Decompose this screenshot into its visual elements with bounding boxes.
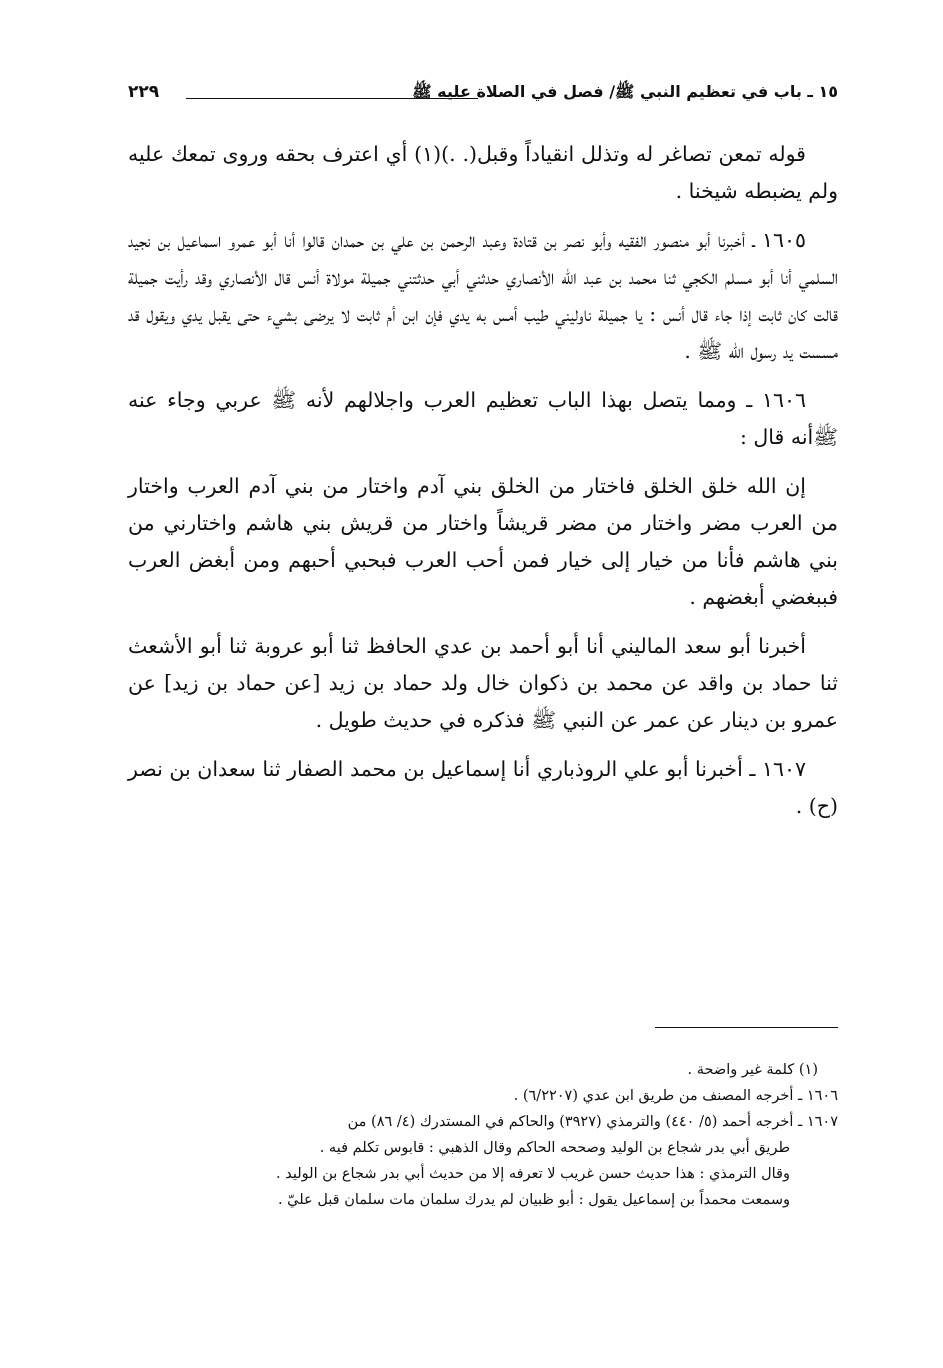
footnote-1606: ١٦٠٦ ـ أخرجه المصنف من طريق ابن عدي (٦/٢٢٠٧) . <box>513 1088 838 1104</box>
footnote-1607-line-2: طريق أبي بدر شجاع بن الوليد وصححه الحاكم وقال الذهبي : قابوس تكلم فيه . <box>319 1140 790 1156</box>
chapter-title: ١٥ ـ باب في تعظيم النبي ﷺ/ فصل في الصلاة عليه ﷺ <box>412 82 838 101</box>
header-rule <box>186 98 478 99</box>
footnotes <box>128 1057 838 1213</box>
footnote-1607-line-4: وسمعت محمداً بن إسماعيل يقول : أبو ظبيان لم يدرك سلمان مات سلمان قبل عليّ . <box>277 1192 790 1208</box>
footnote-separator <box>655 1027 838 1028</box>
running-header <box>128 78 838 112</box>
hadith-1605: ١٦٠٥ ـ أخبرنا أبو منصور الفقيه وأبو نصر بن قتادة وعبد الرحمن بن علي بن حمدان قالوا أنا أبو عمرو اسماعيل بن نجيد السلمي أنا أبو مسلم الكجي ثنا محمد بن عبد الله الأنصاري حدثني أبي حدثتني جميلة مولاة أنس قال الأنصاري وقد رأيت جميلة قالت كان ثابت إذا جاء قال أنس : يا جميلة ناوليني طيب أمس به يدي فإن ابن أم ثابت لا يرضى بشيء حتى يقبل يدي ويقول قد مسست يد رسول الله ﷺ . <box>128 228 838 363</box>
hadith-text: إن الله خلق الخلق فاختار من الخلق بني آدم واختار من بني آدم العرب واختار من العرب مضر واختار من مضر قريشاً واختار من قريش بني هاشم واختارني من بني هاشم فأنا من خيار إلى خيار فمن أحب العرب فبحبي أحبهم ومن أبغض العرب فببغضي أبغضهم . <box>128 474 838 609</box>
footnote-1607: ١٦٠٧ ـ أخرجه أحمد (٥/ ٤٤٠) والترمذي (٣٩٢٧) والحاكم في المستدرك (٤/ ٨٦) من <box>347 1114 838 1130</box>
page-number: ٢٢٩ <box>128 82 160 102</box>
paragraph-1: قوله تمعن تصاغر له وتذلل انقياداً وقبل(. .)(١) أي اعترف بحقه وروى تمعك عليه ولم يضبطه شيخنا . <box>128 142 838 203</box>
hadith-1606: ١٦٠٦ ـ ومما يتصل بهذا الباب تعظيم العرب واجلالهم لأنه ﷺ عربي وجاء عنه ﷺأنه قال : <box>128 388 838 449</box>
isnad-paragraph: أخبرنا أبو سعد الماليني أنا أبو أحمد بن عدي الحافظ ثنا أبو عروبة ثنا أبو الأشعث ثنا حماد بن واقد عن محمد بن ذكوان خال ولد حماد بن زيد [عن حماد بن زيد] عن عمرو بن دينار عن عمر عن النبي ﷺ فذكره في حديث طويل . <box>128 634 838 732</box>
hadith-1607: ١٦٠٧ ـ أخبرنا أبو علي الروذباري أنا إسماعيل بن محمد الصفار ثنا سعدان بن نصر (ح) . <box>128 757 838 818</box>
footnote-1607-line-3: وقال الترمذي : هذا حديث حسن غريب لا تعرفه إلا من حديث أبي بدر شجاع بن الوليد . <box>276 1166 790 1182</box>
footnote-1: (١) كلمة غير واضحة . <box>687 1062 818 1078</box>
main-text <box>128 136 838 837</box>
